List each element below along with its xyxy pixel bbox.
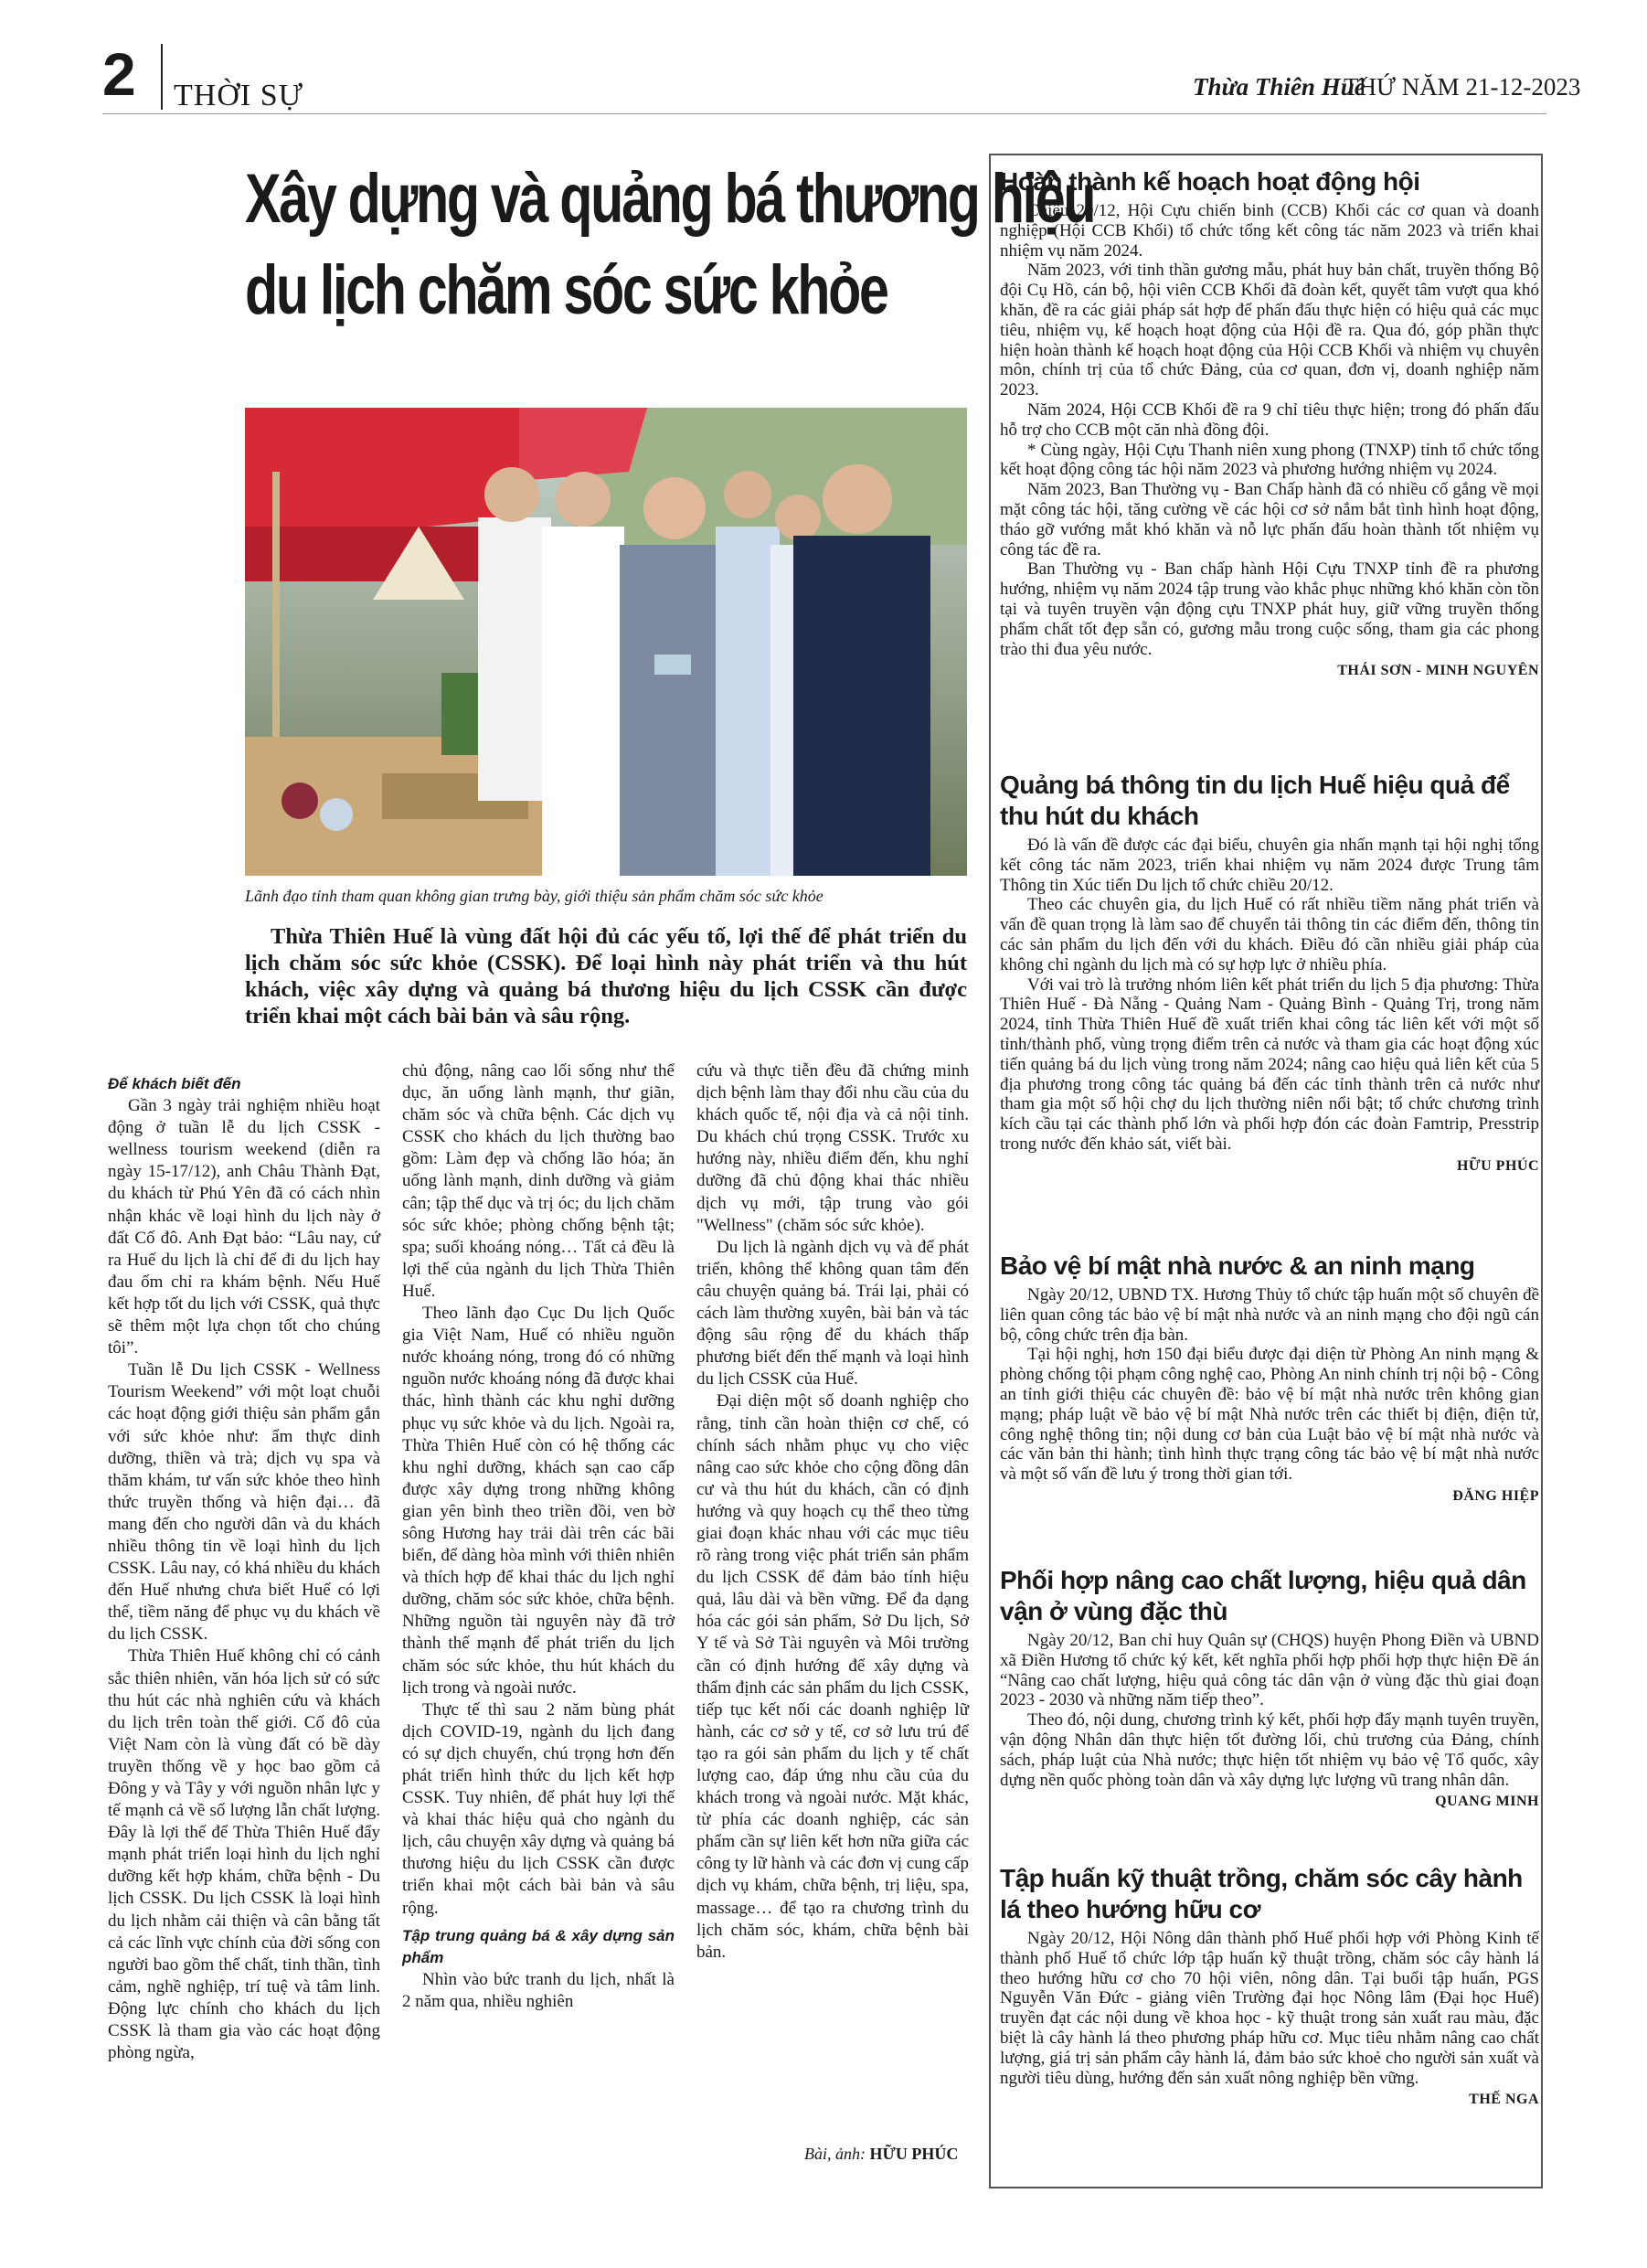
news-paragraph: Ngày 20/12, Ban chỉ huy Quân sự (CHQS) huyện Phong Điền và UBND xã Điền Hương tổ chức ký kết, kết nghĩa phối hợp phối hợp thực hiện Đề án “Nâng cao chất lượng, hiệu quả công tác dân vận ở vùng đặc thù giai đoạn 2023 - 2030 và những năm tiếp theo”. — [1000, 1631, 1539, 1710]
news-paragraph: Ban Thường vụ - Ban chấp hành Hội Cựu TNXP tỉnh đề ra phương hướng, nhiệm vụ năm 2024 tập trung vào khắc phục những khó khăn còn tồn tại và tuyên truyền vận động cựu TNXP phát huy, giữ vững truyền thống phẩm chất tốt đẹp sẵn có, gương mẫu trong cuộc sống, tham gia các phong trào thi đua yêu nước. — [1000, 559, 1539, 659]
news-paragraph: Năm 2023, Ban Thường vụ - Ban Chấp hành đã có nhiều cố gắng về mọi mặt công tác hội, tăng cường về các hội cơ sở nắm bắt tình hình hoạt động, tháo gỡ vướng mắt khó khăn và nỗ lực phấn đấu hoàn thành tốt nhiệm vụ công tác đề ra. — [1000, 480, 1539, 559]
paragraph: Gần 3 ngày trải nghiệm nhiều hoạt động ở tuần lễ du lịch CSSK - wellness tourism weekend (diễn ra ngày 15-17/12), anh Châu Thành Đạt, du khách từ Phú Yên đã có cách nhìn nhận khác về loại hình du lịch này ở đất Cố đô. Anh Đạt bảo: “Lâu nay, cứ ra Huế du lịch là chỉ để đi du lịch hay đau ốm chỉ ra khám bệnh. Nếu Huế kết hợp tốt du lịch với CSSK, quả thực sẽ thêm một lựa chọn tốt cho chúng tôi”. — [108, 1096, 380, 1358]
newspaper-name: Thừa Thiên Huế — [1193, 73, 1365, 101]
news-author: THÁI SƠN - MINH NGUYÊN — [1337, 663, 1539, 679]
article-column-3 — [696, 1060, 969, 1964]
news-paragraph: Chiều 20/12, Hội Cựu chiến binh (CCB) Khối các cơ quan và doanh nghiệp (Hội CCB Khối) tổ chức tổng kết công tác năm 2023 và triển khai nhiệm vụ năm 2024. — [1000, 201, 1539, 261]
header-divider — [161, 44, 163, 110]
paragraph: Nhìn vào bức tranh du lịch, nhất là 2 năm qua, nhiều nghiên — [402, 1969, 675, 2011]
main-headline — [245, 154, 1095, 336]
news-paragraph: Theo các chuyên gia, du lịch Huế có rất nhiều tiềm năng phát triển và vấn đề quan trọng là làm sao để chuyển tải thông tin các điểm đến, thông tin các sản phẩm du lịch đến với du khách. Điều đó cần nhiều giải pháp của không chỉ ngành du lịch mà có sự hợp lực ở nhiều phía. — [1000, 895, 1539, 974]
subheading: Để khách biết đến — [108, 1075, 241, 1092]
news-item — [1000, 1863, 1539, 2108]
news-title: Hoàn thành kế hoạch hoạt động hội — [1000, 167, 1420, 196]
byline-label: Bài, ảnh: — [804, 2145, 866, 2163]
news-author: QUANG MINH — [1435, 1794, 1539, 1810]
news-paragraph: Với vai trò là trưởng nhóm liên kết phát triển du lịch 5 địa phương: Thừa Thiên Huế - Đà Nẵng - Quảng Nam - Quảng Bình - Quảng Trị, trong năm 2024, tỉnh Thừa Thiên Huế đề xuất triển khai công tác liên kết với một số tỉnh/thành phố, vùng trọng điểm trên cả nước và tham gia các hoạt động xúc tiến quảng bá du lịch vùng trong năm 2024; nâng cao hiệu quả liên kết của 5 địa phương trong công tác quảng bá đến các tỉnh thành trên cả nước như tham gia một số hội chợ du lịch thường niên nổi bật; tổ chức chương trình kích cầu tại các thành phố lớn và phối hợp đón các đoàn Famtrip, Presstrip trong nước đến khảo sát, viết bài. — [1000, 974, 1539, 1154]
subheading: Tập trung quảng bá & xây dựng sản phẩm — [402, 1926, 675, 1966]
news-title: Tập huấn kỹ thuật trồng, chăm sóc cây hành lá theo hướng hữu cơ — [1000, 1864, 1523, 1923]
headline-line-1: Xây dựng và quảng bá thương hiệu — [245, 160, 1095, 238]
news-paragraph: Ngày 20/12, Hội Nông dân thành phố Huế phối hợp với Phòng Kinh tế thành phố Huế tổ chức lớp tập huấn kỹ thuật trồng, chăm sóc cây hành lá theo hướng hữu cơ cho 70 hội viên, nông dân. Tại buổi tập huấn, PGS Nguyễn Văn Đức - giảng viên Trường đại học Nông lâm (Đại học Huế) truyền đạt các nội dung về khoa học - kỹ thuật trong sản xuất rau màu, đặc biệt là cây hành lá theo phương pháp hữu cơ. Mục tiêu nhằm nâng cao chất lượng, giá trị sản phẩm cây hành lá, đảm bảo sức khoẻ cho người sản xuất và người tiêu dùng, hướng đến sản xuất nông nghiệp bền vững. — [1000, 1929, 1539, 2088]
news-paragraph: Tại hội nghị, hơn 150 đại biểu được đại diện từ Phòng An ninh mạng & phòng chống tội phạm công nghệ cao, Phòng An ninh chính trị nội bộ - Công an tỉnh giới thiệu các chuyên đề: bảo vệ bí mật nhà nước trên không gian mạng; pháp luật về bảo vệ bí mật Nhà nước trên các thiết bị điện, điện tử, công nghệ thông tin; nội dung cơ bản của Luật bảo vệ bí mật nhà nước và các văn bản thi hành; tình hình thực trạng công tác bảo vệ bí mật nhà nước và một số vấn đề lưu ý trong thời gian tới. — [1000, 1345, 1539, 1485]
news-title: Phối hợp nâng cao chất lượng, hiệu quả dân vận ở vùng đặc thù — [1000, 1566, 1526, 1625]
paragraph: cứu và thực tiễn đều đã chứng minh dịch bệnh làm thay đổi nhu cầu của du khách quốc tế, nội địa và cả nội tỉnh. Du khách chú trọng CSSK. Trước xu hướng này, nhiều điểm đến, khu nghỉ dưỡng đã chủ động khai thác nhiều dịch vụ mới, tập trung vào gói "Wellness" (chăm sóc sức khỏe). — [696, 1061, 969, 1235]
news-item — [1000, 770, 1539, 1175]
article-column-2 — [402, 1060, 675, 2013]
header-rule — [102, 113, 1546, 114]
issue-date: THỨ NĂM 21-12-2023 — [1344, 73, 1581, 101]
news-paragraph: Đó là vấn đề được các đại biểu, chuyên gia nhấn mạnh tại hội nghị tổng kết công tác năm 2023, triển khai nhiệm vụ năm 2024 được Trung tâm Thông tin Xúc tiến Du lịch tổ chức chiều 20/12. — [1000, 836, 1539, 895]
news-item — [1000, 1565, 1539, 1810]
paragraph: Đại diện một số doanh nghiệp cho rằng, tỉnh cần hoàn thiện cơ chế, có chính sách nhằm phục vụ cho việc nâng cao sức khỏe cho cộng đồng dân cư và thu hút du khách, cần có định hướng và quy hoạch cụ thể theo từng giai đoạn khác nhau với các mục tiêu rõ ràng trong việc phát triển sản phẩm du lịch CSSK để đảm bảo tính hiệu quả, lâu dài và bền vững. Để đa dạng hóa các gói sản phẩm, Sở Du lịch, Sở Y tế và Sở Tài nguyên và Môi trường cần có định hướng để xây dựng và thẩm định các sản phẩm du lịch CSSK, tiếp tục kết nối các doanh nghiệp lữ hành, các cơ sở y tế, cơ sở lưu trú để tạo ra gói sản phẩm du lịch y tế chất lượng cao, đáp ứng nhu cầu của du khách trong và ngoài nước. Mặt khác, từ phía các doanh nghiệp, các sản phẩm cần sự liên kết hơn nữa giữa các công ty lữ hành và các đơn vị cung cấp dịch vụ khám, chữa bệnh, trị liệu, spa, massage… để tạo ra chương trình du lịch chăm sóc, khám, chữa bệnh bài bản. — [696, 1391, 969, 1962]
article-byline — [804, 2145, 958, 2164]
news-paragraph: Năm 2023, với tinh thần gương mẫu, phát huy bản chất, truyền thống Bộ đội Cụ Hồ, cán bộ, hội viên CCB Khối đã đoàn kết, quyết tâm vượt qua khó khăn, đề ra các giải pháp sát hợp để phấn đấu thực hiện có hiệu quả các mục tiêu, nhiệm vụ, kế hoạch hoạt động của Hội đề ra. Qua đó, góp phần thực hiện hoàn thành kế hoạch hoạt động của Hội CCB Khối và nhiệm vụ chuyên môn, chính trị của tổ chức Đảng, của cơ quan, đơn vị, doanh nghiệp năm 2023. — [1000, 261, 1539, 400]
article-column-1 — [108, 1073, 380, 2064]
news-author: HỮU PHÚC — [1456, 1157, 1539, 1174]
news-title: Bảo vệ bí mật nhà nước & an ninh mạng — [1000, 1251, 1475, 1280]
news-item — [1000, 1251, 1539, 1505]
news-author: THẾ NGA — [1469, 2092, 1539, 2108]
paragraph: Theo lãnh đạo Cục Du lịch Quốc gia Việt Nam, Huế có nhiều nguồn nước khoáng nóng, trong đó có những nguồn nước khoáng nóng đã được khai thác, hình thành các khu nghỉ dưỡng phục vụ sức khỏe và du lịch. Ngoài ra, Thừa Thiên Huế còn có hệ thống các khu nghỉ dưỡng, khách sạn cao cấp được xây dựng trong những không gian yên bình theo triền đồi, ven bờ sông Hương hay trải dài trên các bãi biển, để dàng hòa mình với thiên nhiên và thích hợp để khai thác du lịch nghỉ dưỡng, chăm sóc sức khỏe, chữa bệnh. Những nguồn tài nguyên này đã trở thành thế mạnh để phát triển du lịch chăm sóc sức khỏe, thu hút khách du lịch trong và ngoài nước. — [402, 1304, 675, 1698]
paragraph: Thừa Thiên Huế không chỉ có cảnh sắc thiên nhiên, văn hóa lịch sử có sức thu hút các nhà nghiên cứu và khách du lịch trên toàn thế giới. Cố đô của Việt Nam còn là vùng đất có bề dày truyền thống về y học bao gồm cả Đông y và Tây y với nguồn nhân lực y tế mạnh cả về số lượng lẫn chất lượng. Đây là lợi thế để Thừa Thiên Huế đẩy mạnh phát triển loại hình du lịch nghỉ dưỡng kết hợp khám, chữa bệnh - Du lịch CSSK. Du lịch CSSK là loại hình du lịch nhằm cải thiện và cân bằng tất cả các lĩnh vực chính của đời sống con người bao gồm thể chất, tinh thần, tình cảm, nghề nghiệp, trí tuệ và tâm linh. Động lực chính cho khách du lịch CSSK là tham gia vào các hoạt động phòng ngừa, — [108, 1646, 380, 2063]
paragraph: Tuần lễ Du lịch CSSK - Wellness Tourism Weekend” với một loạt chuỗi các hoạt động giới thiệu sản phẩm gắn với sức khỏe như: ẩm thực dinh dưỡng, thiền và trà; dịch vụ spa và thăm khám, tư vấn sức khỏe theo hình thức truyền thống và hiện đại… đã mang đến cho người dân và du khách nhiều thông tin về loại hình du lịch CSSK. Lâu nay, có khá nhiều du khách đến Huế nhưng chưa biết Huế có lợi thế, tiềm năng để phục vụ du khách về du lịch CSSK. — [108, 1360, 380, 1645]
article-lead: Thừa Thiên Huế là vùng đất hội đủ các yếu tố, lợi thế để phát triển du lịch chăm sóc sức khỏe (CSSK). Để loại hình này phát triển và thu hút khách, việc xây dựng và quảng bá thương hiệu du lịch CSSK cần được triển khai một cách bài bản và sâu rộng. — [245, 924, 967, 1028]
paragraph: Du lịch là ngành dịch vụ và để phát triển, không thể không quan tâm đến câu chuyện quảng bá. Trái lại, phải có cách làm thường xuyên, bài bản và tác động sâu rộng để du khách thấp phương biết đến thế mạnh và loại hình du lịch CSSK của Huế. — [696, 1237, 969, 1390]
photo-illustration — [245, 408, 967, 876]
section-name: THỜI SỰ — [174, 79, 303, 112]
byline-author: HỮU PHÚC — [869, 2145, 959, 2163]
news-paragraph: Năm 2024, Hội CCB Khối đề ra 9 chỉ tiêu thực hiện; trong đó phấn đấu hỗ trợ cho CCB một căn nhà đồng đội. — [1000, 399, 1539, 440]
paragraph: Thực tế thì sau 2 năm bùng phát dịch COVID-19, ngành du lịch đang có sự dịch chuyển, chú trọng hơn đến phát triển hình thức du lịch kết hợp CSSK. Tuy nhiên, để phát huy lợi thế và khai thác hiệu quả cho ngành du lịch, câu chuyện xây dựng và quảng bá thương hiệu du lịch CSSK cần được triển khai một cách bài bản và sâu rộng. — [402, 1699, 675, 1918]
headline-line-2: du lịch chăm sóc sức khỏe — [245, 251, 887, 329]
news-title: Quảng bá thông tin du lịch Huế hiệu quả để thu hút du khách — [1000, 771, 1510, 830]
article-photo — [245, 408, 967, 876]
photo-caption: Lãnh đạo tỉnh tham quan không gian trưng bày, giới thiệu sản phẩm chăm sóc sức khỏe — [245, 887, 824, 905]
news-author: ĐĂNG HIỆP — [1452, 1487, 1539, 1504]
paragraph: chủ động, nâng cao lối sống như thể dục, ăn uống lành mạnh, thư giãn, chăm sóc và chữa bệnh. Các dịch vụ CSSK cho khách du lịch thường bao gồm: Làm đẹp và chống lão hóa; ăn uống lành mạnh, dinh dưỡng và giảm cân; tập thể dục và trị óc; du lịch chăm sóc sức khỏe; phòng chống bệnh tật; spa; suối khoáng nóng… Tất cả đều là lợi thế của ngành du lịch Thừa Thiên Huế. — [402, 1061, 675, 1301]
page-number: 2 — [102, 40, 136, 108]
news-paragraph: * Cùng ngày, Hội Cựu Thanh niên xung phong (TNXP) tỉnh tổ chức tổng kết hoạt động công tác hội năm 2023 và phương hướng nhiệm vụ 2024. — [1000, 440, 1539, 480]
news-paragraph: Ngày 20/12, UBND TX. Hương Thủy tổ chức tập huấn một số chuyên đề liên quan công tác bảo vệ bí mật nhà nước và an ninh mạng cho đội ngũ cán bộ, công chức trên địa bàn. — [1000, 1285, 1539, 1345]
news-item — [1000, 166, 1539, 679]
news-paragraph: Theo đó, nội dung, chương trình ký kết, phối hợp đẩy mạnh tuyên truyền, vận động Nhân dân thực hiện tốt đường lối, chủ trương của Đảng, chính sách, pháp luật của Nhà nước; thực hiện tốt nhiệm vụ bảo vệ Tổ quốc, xây dựng nền quốc phòng toàn dân và xây dựng lực lượng vũ trang nhân dân. — [1000, 1710, 1539, 1790]
